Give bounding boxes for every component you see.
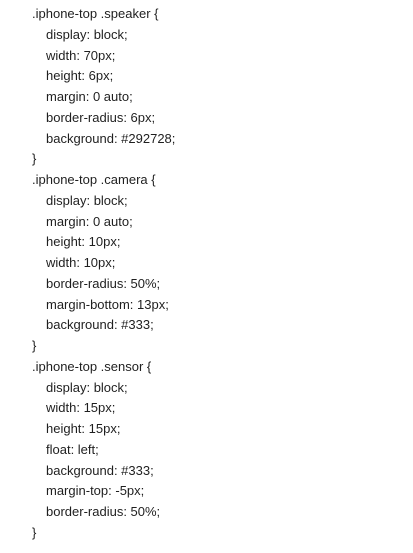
css-declaration-line: display: block; (46, 192, 128, 208)
css-closing-brace: } (32, 151, 37, 167)
css-declaration-line: margin: 0 auto; (46, 213, 133, 229)
css-selector-line: .iphone-top .camera { (32, 172, 156, 187)
css-declaration-line: width: 15px; (46, 400, 116, 416)
css-declaration-line: height: 6px; (46, 68, 114, 84)
css-closing-brace: } (32, 524, 37, 540)
css-declaration-line: height: 10px; (46, 234, 121, 250)
css-code-block (32, 4, 402, 544)
css-declaration-line: background: #333; (46, 462, 154, 478)
css-declaration-line: margin-top: -5px; (46, 483, 145, 499)
css-declaration-line: margin: 0 auto; (46, 89, 133, 104)
css-declaration-line: margin-bottom: 13px; (46, 296, 169, 312)
css-declaration-line: display: block; (46, 379, 128, 395)
css-declaration-line: width: 10px; (46, 255, 116, 270)
css-selector-line: .iphone-top .sensor { (32, 358, 152, 374)
css-declaration-line: border-radius: 6px; (46, 109, 156, 125)
css-declaration-line: background: #292728; (46, 130, 176, 146)
css-declaration-line: border-radius: 50%; (46, 504, 161, 519)
css-closing-brace: } (32, 338, 37, 353)
css-declaration-line: border-radius: 50%; (46, 275, 161, 291)
css-declaration-line: background: #333; (46, 317, 154, 333)
css-declaration-line: width: 70px; (46, 47, 116, 63)
css-selector-line: .iphone-top .speaker { (32, 6, 159, 21)
css-declaration-line: float: left; (46, 441, 99, 457)
css-declaration-line: display: block; (46, 26, 128, 42)
css-declaration-line: height: 15px; (46, 421, 121, 436)
